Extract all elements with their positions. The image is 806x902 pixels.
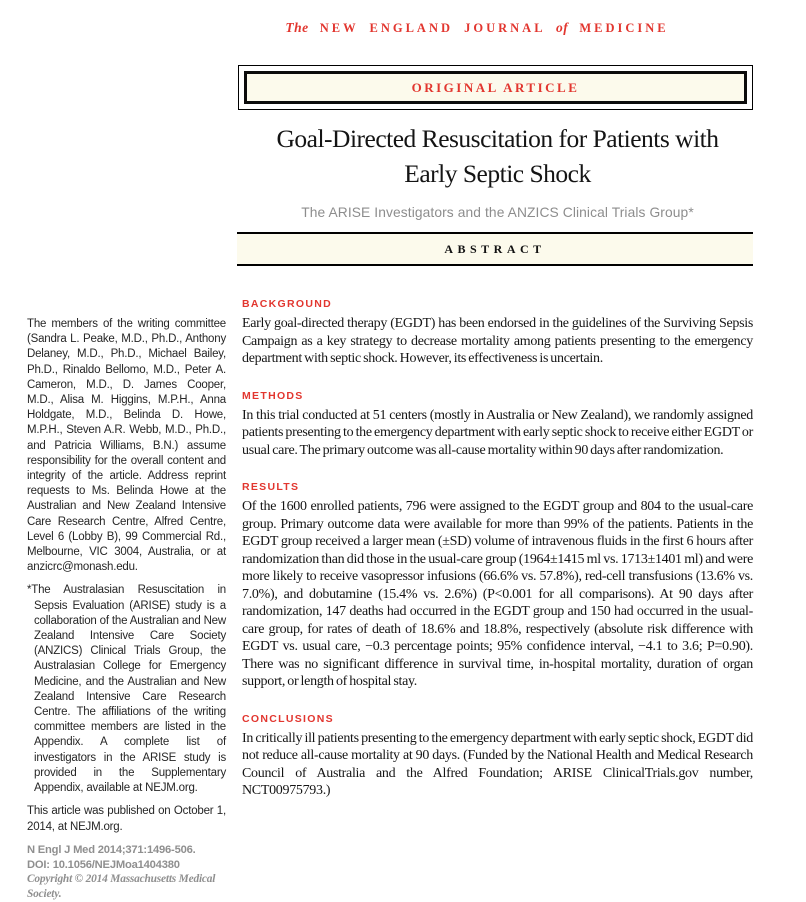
masthead-the: The <box>285 20 309 35</box>
background-text: Early goal-directed therapy (EGDT) has been endorsed in the guidelines of the Surviving Sepsis Campaign as a key strategy to decrease mortality among patients presenting to the emergency department with septic shock. However, its effectiveness is uncertain. <box>242 316 753 366</box>
journal-citation: N Engl J Med 2014;371:1496-506. <box>27 843 196 856</box>
background-heading: BACKGROUND <box>242 298 332 310</box>
conclusions-text: In critically ill patients presenting to the emergency department with early septic shock, EGDT did not reduce all-cause mortality at 90 days. (Funded by the National Health and Medical Research Council of Australia and the Alfred Foundation; ARISE ClinicalTrials.gov number, NCT00975793.) <box>242 730 753 798</box>
results-heading: RESULTS <box>242 481 300 493</box>
article-title <box>242 121 753 191</box>
masthead-medicine: MEDICINE <box>579 21 669 35</box>
original-article-label: ORIGINAL ARTICLE <box>411 79 580 95</box>
arise-footnote: *The Australasian Resuscitation in Sepsis Evaluation (ARISE) study is a collaboration of the Australian and New Zealand Intensive Care Society (ANZICS) Clinical Trials Group, the Australasian College for Emergency Medicine, and the Australian and New Zealand Intensive Care Research Centre. The affiliations of the writing committee members are listed in the Appendix. A complete list of investigators in the ARISE study is provided in the Supplementary Appendix, available at NEJM.org. <box>27 584 226 795</box>
writing-committee-note: The members of the writing committee (Sandra L. Peake, M.D., Ph.D., Anthony Delaney, M.D., Ph.D., Michael Bailey, Ph.D., Rinaldo Bellomo, M.D., Peter A. Cameron, M.D., D. James Cooper, M.D., Alisa M. Higgins, M.P.H., Anna Holdgate, M.D., Belinda D. Howe, M.P.H., Steven A.R. Webb, M.D., Ph.D., and Patricia Williams, B.N.) assume responsibility for the overall content and integrity of the article. Address reprint requests to Ms. Belinda Howe at the Australian and New Zealand Intensive Care Research Centre, Alfred Centre, Level 6 (Lobby B), 99 Commercial Rd., Melbourne, VIC 3004, Australia, or at anzicrc@monash.edu. <box>27 318 226 574</box>
article-byline: The ARISE Investigators and the ANZICS Clinical Trials Group* <box>301 205 694 220</box>
abstract-band <box>237 232 753 266</box>
methods-text: In this trial conducted at 51 centers (mostly in Australia or New Zealand), we randomly assigned patients presenting to the emergency department with early septic shock to receive either EGDT or usual care. The primary outcome was all-cause mortality within 90 days after randomization. <box>242 407 753 458</box>
publication-note: This article was published on October 1, 2014, at NEJM.org. <box>27 805 226 833</box>
results-text: Of the 1600 enrolled patients, 796 were assigned to the EGDT group and 804 to the usual-care group. Primary outcome data were available for more than 99% of the patients. Patients in the EGDT group received a larger mean (±SD) volume of intravenous fluids in the first 6 hours after randomization than did those in the usual-care group (1964±1415 ml vs. 1713±1401 ml) and were more likely to receive vasopressor infusions (66.6% vs. 57.8%), red-cell transfusions (13.6% vs. 7.0%), and dobutamine (15.4% vs. 2.6%) (P<0.001 for all comparisons). At 90 days after randomization, 147 deaths had occurred in the EGDT group and 150 had occurred in the usual-care group, for rates of death of 18.6% and 18.8%, respectively (absolute risk difference with EGDT vs. usual care, −0.3 percentage points; 95% confidence interval, −4.1 to 3.6; P=0.90). There was no significant difference in survival time, in-hospital mortality, duration of organ support, or length of hospital stay. <box>242 499 753 689</box>
doi-line: DOI: 10.1056/NEJMoa1404380 <box>27 858 180 871</box>
conclusions-heading: CONCLUSIONS <box>242 712 334 725</box>
section-methods <box>242 390 753 460</box>
section-results <box>242 481 753 691</box>
masthead-of: of <box>555 20 569 35</box>
journal-masthead <box>285 20 668 36</box>
section-background <box>242 298 753 368</box>
methods-heading: METHODS <box>242 389 304 402</box>
abstract-label: ABSTRACT <box>444 241 546 256</box>
original-article-box <box>238 65 753 110</box>
copyright-line: Copyright © 2014 Massachusetts Medical Society. <box>27 873 216 901</box>
article-title-text: Goal-Directed Resuscitation for Patients with Early Septic Shock <box>276 124 719 188</box>
masthead-new-england-journal: NEW ENGLAND JOURNAL <box>319 21 545 35</box>
original-article-inner-box <box>244 71 747 104</box>
abstract-body <box>242 298 753 822</box>
sidebar-notes <box>27 317 226 902</box>
section-conclusions <box>242 713 753 800</box>
